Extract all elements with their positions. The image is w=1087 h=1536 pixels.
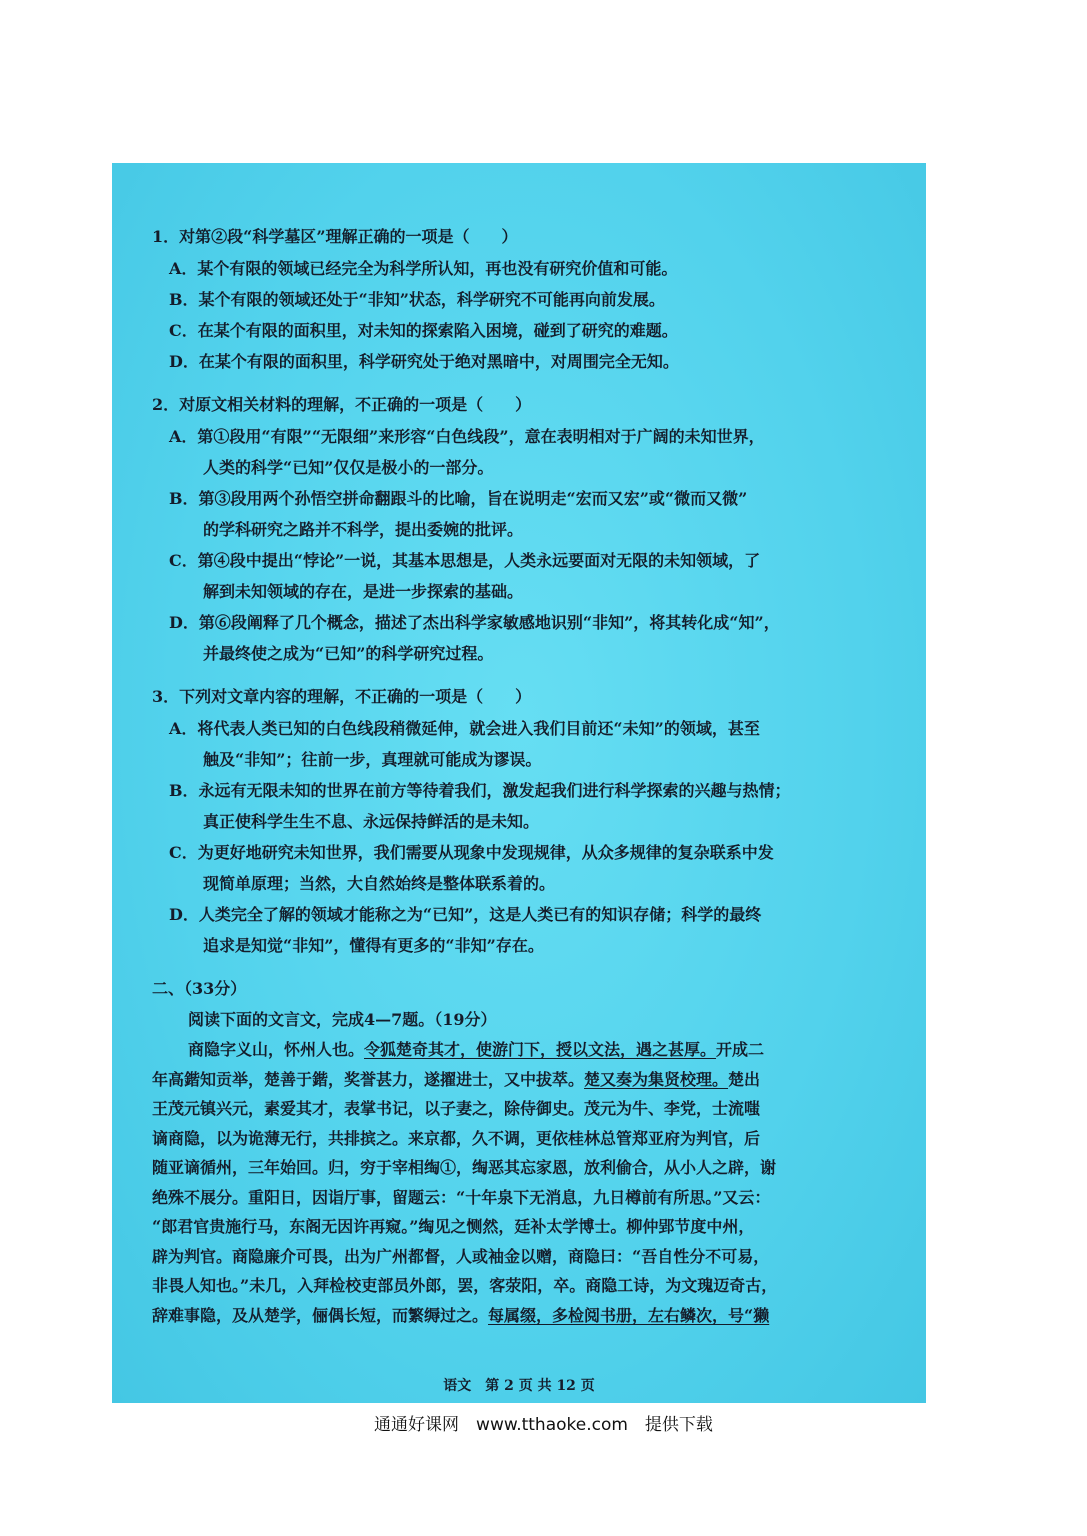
question-3-option-b: B．永远有无限未知的世界在前方等待着我们，激发起我们进行科学探索的兴趣与热情； 真正使科学生生不息、永远保持鲜活的是未知。 [169,781,791,831]
question-1-option-b: B．某个有限的领域还处于“非知”状态，科学研究不可能再向前发展。 [169,290,665,309]
passage-line: “郎君官贵施行马，东阁无因许再窥。”绹见之恻然，廷补太学博士。柳仲郢节度中州， [152,1217,755,1236]
section-2-instruction: 阅读下面的文言文，完成4—7题。（19分） [188,1010,497,1029]
underlined-sentence: 楚又奏为集贤校理。 [584,1069,729,1089]
download-credit: 通通好课网 www.tthaoke.com 提供下载 [374,1415,713,1435]
question-1-option-c: C．在某个有限的面积里，对未知的探索陷入困境，碰到了研究的难题。 [169,321,678,340]
passage-line: 绝殊不展分。重阳日，因诣厅事，留题云：“十年泉下无消息，九日樽前有所思。”又云： [152,1187,771,1207]
underlined-sentence: 令狐楚奇其才，使游门下，授以文法，遇之甚厚。 [364,1040,717,1059]
section-2-title: 二、（33分） [152,979,247,998]
underlined-sentence: 每属缀，多检阅书册，左右鳞次，号“獭 [488,1305,770,1325]
question-3-option-a: A．将代表人类已知的白色线段稍微延伸，就会进入我们目前还“未知”的领域，甚至 触及“非知”；往前一步，真理就可能成为谬误。 [169,719,760,769]
question-2-option-c: C．第④段中提出“悖论”一说，其基本思想是，人类永远要面对无限的未知领域，了 解到未知领域的存在，是进一步探索的基础。 [169,551,761,601]
question-3 [152,681,897,961]
question-2 [152,389,897,669]
page-number-footer: 语文 第 2 页 共 12 页 [443,1378,595,1394]
passage-line: 年高鍇知贡举，楚善于鍇，奖誉甚力，遂擢进士，又中拔萃。楚又奏为集贤校理。楚出 [152,1069,761,1089]
passage-line: 辞难事隐，及从楚学，俪偶长短，而繁缛过之。每属缀，多检阅书册，左右鳞次，号“獭 [152,1305,770,1325]
question-3-stem: 3．下列对文章内容的理解，不正确的一项是（ ） [152,687,532,706]
question-2-stem: 2．对原文相关材料的理解，不正确的一项是（ ） [152,395,532,414]
passage-line: 商隐字义山，怀州人也。令狐楚奇其才，使游门下，授以文法，遇之甚厚。开成二 [188,1040,765,1059]
question-1 [152,221,897,377]
passage-line: 随亚谪循州，三年始回。归，穷于宰相绹①，绹恶其忘家恩，放利偷合，从小人之辟，谢 [152,1158,777,1177]
question-2-option-d: D．第⑥段阐释了几个概念，描述了杰出科学家敏感地识别“非知”，将其转化成“知”， 并最终使之成为“已知”的科学研究过程。 [169,613,780,663]
passage-line: 谪商隐，以为诡薄无行，共排摈之。来京都，久不调，更依桂林总管郑亚府为判官，后 [152,1128,761,1148]
classical-passage [152,1035,897,1330]
question-3-option-d: D．人类完全了解的领域才能称之为“已知”，这是人类已有的知识存储；科学的最终 追求是知觉“非知”，懂得有更多的“非知”存在。 [169,905,762,955]
scanned-exam-page [112,163,926,1403]
question-2-option-b: B．第③段用两个孙悟空拼命翻跟斗的比喻，旨在说明走“宏而又宏”或“微而又微” 的学科研究之路并不科学，提出委婉的批评。 [169,489,748,539]
passage-line: 王茂元镇兴元，素爱其才，表掌书记，以子妻之，除侍御史。茂元为牛、李党，士流嗤 [152,1099,761,1118]
question-2-option-a: A．第①段用“有限”“无限细”来形容“白色线段”，意在表明相对于广阔的未知世界， 人类的科学“已知”仅仅是极小的一部分。 [169,427,765,477]
passage-line: 非畏人知也。”未几，入拜检校吏部员外郎，罢，客荥阳，卒。商隐工诗，为文瑰迈奇古， [152,1276,778,1295]
page-content [152,221,897,1330]
question-1-option-d: D．在某个有限的面积里，科学研究处于绝对黑暗中，对周围完全无知。 [169,352,679,371]
question-1-stem: 1．对第②段“科学墓区”理解正确的一项是（ ） [152,227,518,246]
passage-line: 辟为判官。商隐廉介可畏，出为广州都督，人或袖金以赠，商隐曰：“吾自性分不可易， [152,1246,770,1266]
question-1-option-a: A．某个有限的领域已经完全为科学所认知，再也没有研究价值和可能。 [169,259,678,278]
question-3-option-c: C．为更好地研究未知世界，我们需要从现象中发现规律，从众多规律的复杂联系中发 现简单原理；当然，大自然始终是整体联系着的。 [169,843,774,893]
